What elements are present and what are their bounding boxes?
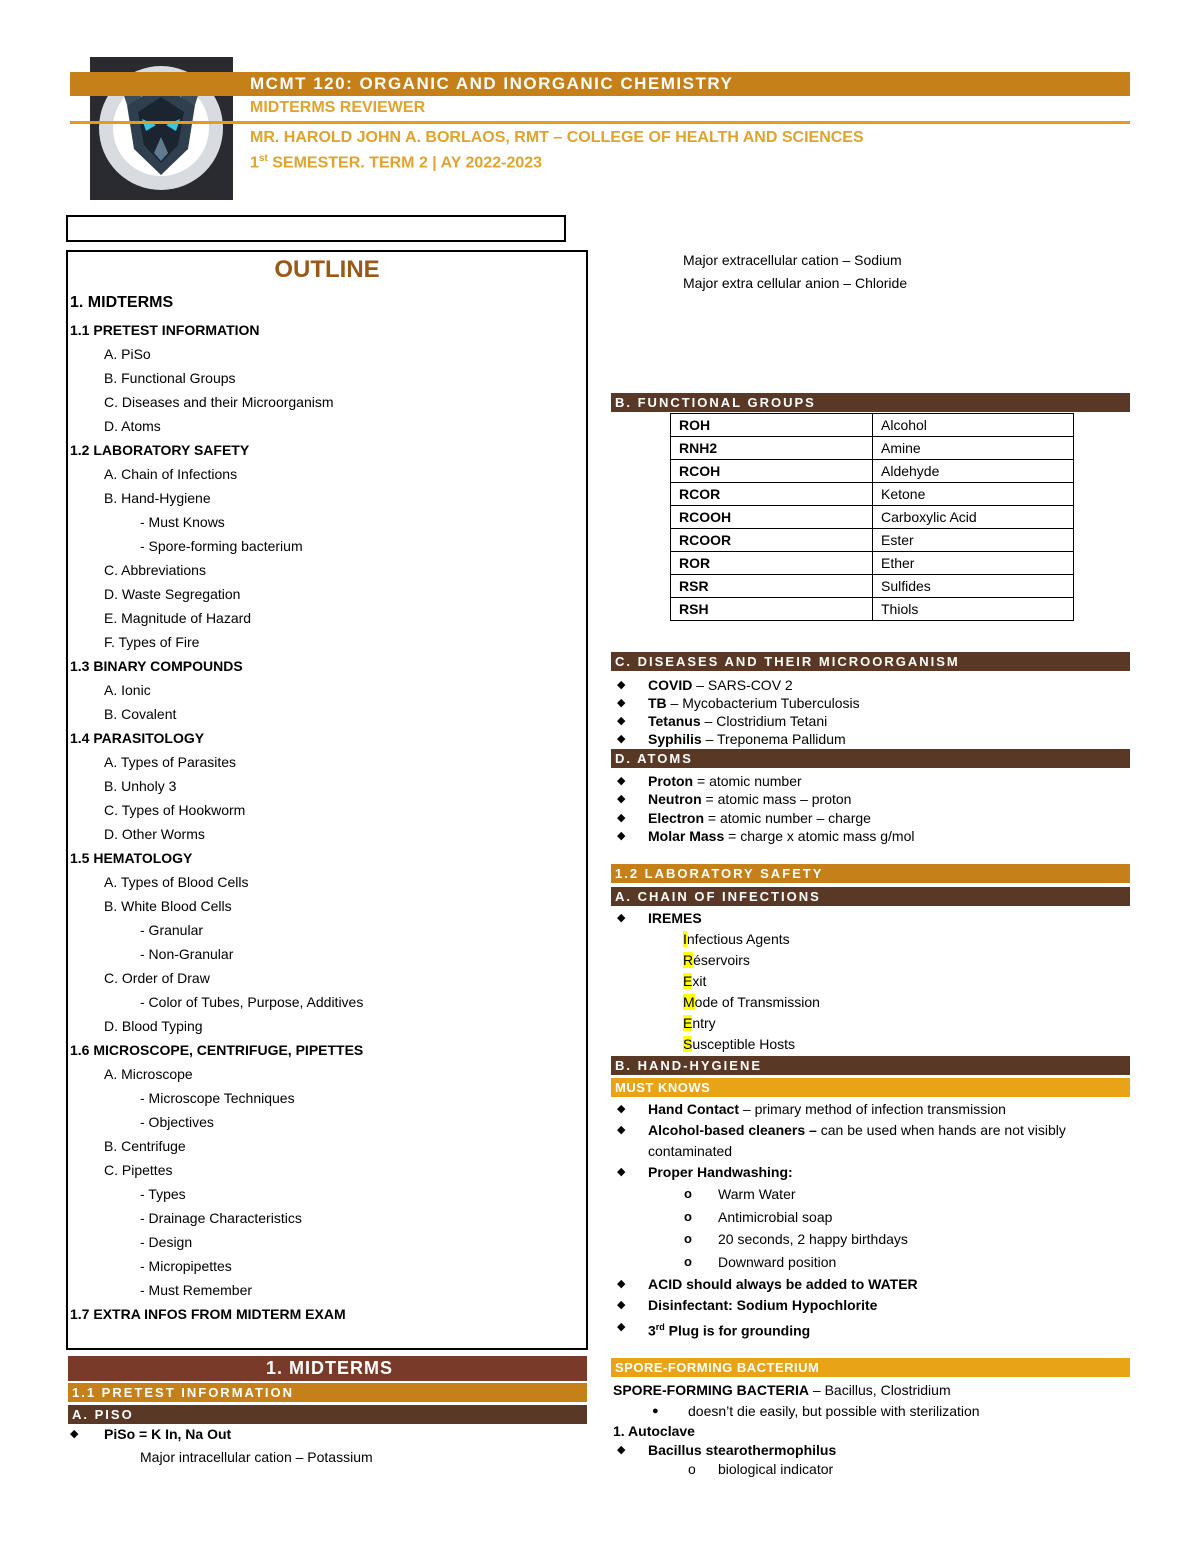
iremes-rest: xit <box>692 973 707 989</box>
extracellular-cation: Major extracellular cation – Sodium <box>683 252 902 268</box>
outline-item: C. Pipettes <box>104 1162 173 1178</box>
item-term: COVID <box>648 677 693 693</box>
outline-item: D. Atoms <box>104 418 161 434</box>
blank-field-box <box>66 215 566 242</box>
handwashing-item: Downward position <box>718 1253 837 1270</box>
iremes-item <box>683 972 706 990</box>
bullet-icon: ◆ <box>617 811 626 824</box>
spore-forming-bar: SPORE-FORMING BACTERIUM <box>611 1358 1130 1377</box>
o-bullet-icon: o <box>684 1253 692 1269</box>
list-item <box>648 809 871 827</box>
item-term: Molar Mass <box>648 827 725 844</box>
reviewer-subtitle: MIDTERMS REVIEWER <box>250 99 426 116</box>
table-row <box>671 506 1074 529</box>
item-desc: – Mycobacterium Tuberculosis <box>666 695 860 711</box>
formula-cell: ROR <box>671 552 873 575</box>
outline-main-heading: 1. MIDTERMS <box>70 294 174 311</box>
highlight-letter: R <box>683 952 694 968</box>
bullet-icon: ◆ <box>617 679 626 691</box>
table-row <box>671 529 1074 552</box>
name-cell: Amine <box>873 437 1074 460</box>
bullet-icon: ◆ <box>617 733 626 745</box>
alcohol-cleaners-cont: contaminated <box>648 1143 733 1159</box>
autoclave-heading: 1. Autoclave <box>613 1423 695 1439</box>
course-title: MCMT 120: ORGANIC AND INORGANIC CHEMISTRY <box>250 74 734 93</box>
item-term: Neutron <box>648 791 702 808</box>
outline-item: B. White Blood Cells <box>104 898 232 914</box>
outline-item: B. Functional Groups <box>104 370 236 386</box>
highlight-letter: E <box>683 1015 693 1031</box>
outline-title: OUTLINE <box>274 256 380 283</box>
bullet-icon: ◆ <box>617 1299 626 1311</box>
item-term: Tetanus <box>648 713 701 729</box>
list-item <box>648 772 802 790</box>
outline-item: D. Blood Typing <box>104 1018 203 1034</box>
highlight-letter: S <box>683 1036 693 1052</box>
iremes-rest: ntry <box>692 1015 716 1031</box>
iremes-rest: usceptible Hosts <box>692 1036 796 1052</box>
bullet-icon: ◆ <box>617 1278 626 1290</box>
formula-cell: RSR <box>671 575 873 598</box>
iremes-item <box>683 1014 716 1032</box>
handwashing-item: Antimicrobial soap <box>718 1208 833 1225</box>
iremes-rest: éservoirs <box>693 952 750 968</box>
outline-item: A. Types of Parasites <box>104 754 237 770</box>
proper-handwashing: Proper Handwashing: <box>648 1164 793 1180</box>
bullet-icon: ◆ <box>617 1166 626 1178</box>
item-desc: = charge x atomic mass g/mol <box>724 827 915 844</box>
handwashing-item: Warm Water <box>718 1186 796 1202</box>
item-desc: = atomic mass – proton <box>701 791 852 808</box>
formula-cell: ROH <box>671 414 873 437</box>
chain-of-infections-bar: A. CHAIN OF INFECTIONS <box>611 887 1130 906</box>
name-cell: Aldehyde <box>873 460 1074 483</box>
atoms-bar: D. ATOMS <box>611 749 1130 768</box>
pretest-bar: 1.1 PRETEST INFORMATION <box>68 1383 587 1402</box>
list-item <box>648 827 915 845</box>
iremes-rest: ode of Transmission <box>694 994 820 1010</box>
bullet-icon: ◆ <box>617 793 626 806</box>
outline-item: A. Ionic <box>104 682 151 698</box>
outline-item: C. Abbreviations <box>104 562 206 578</box>
header-divider <box>70 121 1130 124</box>
item-term: Proton <box>648 773 694 789</box>
item-term: Electron <box>648 809 705 826</box>
outline-item: 1.7 EXTRA INFOS FROM MIDTERM EXAM <box>70 1306 346 1322</box>
outline-item: - Must Knows <box>140 514 225 530</box>
outline-item: C. Types of Hookworm <box>104 802 246 818</box>
outline-item: C. Order of Draw <box>104 970 210 986</box>
highlight-letter: I <box>683 931 687 947</box>
bullet-icon: ◆ <box>617 715 626 727</box>
outline-item: - Non-Granular <box>140 946 234 962</box>
iremes-item <box>683 930 790 948</box>
list-item <box>648 730 846 748</box>
o-bullet-icon: o <box>688 1461 696 1477</box>
bullet-icon: ◆ <box>617 829 626 842</box>
bullet-icon: ◆ <box>617 912 626 924</box>
diseases-bar: C. DISEASES AND THEIR MICROORGANISM <box>611 652 1130 671</box>
spore-note: doesn’t die easily, but possible with sterilization <box>688 1403 980 1419</box>
formula-cell: RCOR <box>671 483 873 506</box>
outline-item: - Design <box>140 1234 193 1250</box>
outline-item: 1.6 MICROSCOPE, CENTRIFUGE, PIPETTES <box>70 1042 364 1058</box>
iremes-item <box>683 951 750 969</box>
outline-item: 1.1 PRETEST INFORMATION <box>70 322 260 338</box>
intracellular-cation: Major intracellular cation – Potassium <box>140 1449 373 1465</box>
formula-cell: RCOH <box>671 460 873 483</box>
must-knows-bar: MUST KNOWS <box>611 1078 1130 1097</box>
outline-item: B. Centrifuge <box>104 1138 186 1154</box>
formula-cell: RCOOR <box>671 529 873 552</box>
outline-item: A. PiSo <box>104 346 151 362</box>
iremes-item <box>683 1035 795 1053</box>
midterms-bar: 1. MIDTERMS <box>68 1356 587 1381</box>
o-bullet-icon: o <box>684 1208 692 1224</box>
outline-item: E. Magnitude of Hazard <box>104 610 252 626</box>
item-term: TB <box>648 695 667 711</box>
bullet-icon: ◆ <box>617 775 626 787</box>
spore-forming-bacteria: SPORE-FORMING BACTERIA – Bacillus, Clostridium <box>613 1382 951 1398</box>
name-cell: Carboxylic Acid <box>873 506 1074 529</box>
bacillus-item: Bacillus stearothermophilus <box>648 1442 837 1458</box>
term-line: 1st SEMESTER. TERM 2 | AY 2022-2023 <box>250 153 543 172</box>
outline-item: B. Unholy 3 <box>104 778 177 794</box>
item-desc: – SARS-COV 2 <box>692 677 793 693</box>
acid-rule: ACID should always be added to WATER <box>648 1276 918 1292</box>
iremes-heading: IREMES <box>648 910 702 926</box>
outline-item: - Objectives <box>140 1114 214 1130</box>
name-cell: Ketone <box>873 483 1074 506</box>
bullet-icon: ◆ <box>617 1124 626 1136</box>
outline-item: A. Types of Blood Cells <box>104 874 249 890</box>
outline-item: 1.4 PARASITOLOGY <box>70 730 205 746</box>
formula-cell: RSH <box>671 598 873 621</box>
alcohol-cleaners-item: Alcohol-based cleaners – can be used when hands are not visibly <box>648 1122 1066 1138</box>
table-row <box>671 437 1074 460</box>
outline-item: D. Other Worms <box>104 826 205 842</box>
disinfectant-rule: Disinfectant: Sodium Hypochlorite <box>648 1297 878 1313</box>
outline-item: B. Covalent <box>104 706 177 722</box>
plug-rule: 3rd Plug is for grounding <box>648 1322 811 1339</box>
outline-item: - Granular <box>140 922 204 938</box>
o-bullet-icon: o <box>684 1186 692 1201</box>
outline-item: D. Waste Segregation <box>104 586 241 602</box>
formula-cell: RNH2 <box>671 437 873 460</box>
bullet-icon: ◆ <box>617 1444 626 1456</box>
name-cell: Thiols <box>873 598 1074 621</box>
bullet-icon: ◆ <box>70 1428 79 1440</box>
bullet-icon: ◆ <box>617 1321 626 1333</box>
item-desc: = atomic number <box>693 773 802 789</box>
biological-indicator: biological indicator <box>718 1461 834 1477</box>
hand-hygiene-bar: B. HAND-HYGIENE <box>611 1056 1130 1075</box>
table-row <box>671 483 1074 506</box>
bullet-icon: ◆ <box>617 1103 626 1115</box>
bullet-icon: ● <box>652 1405 659 1417</box>
item-desc: – Clostridium Tetani <box>700 713 828 729</box>
outline-item: - Types <box>140 1186 186 1202</box>
outline-item: - Microscope Techniques <box>140 1090 295 1106</box>
list-item <box>648 694 860 712</box>
outline-item: - Must Remember <box>140 1282 253 1298</box>
item-desc: – Treponema Pallidum <box>701 731 846 747</box>
name-cell: Ester <box>873 529 1074 552</box>
piso-bar: A. PISO <box>68 1405 587 1424</box>
outline-item: 1.2 LABORATORY SAFETY <box>70 442 250 458</box>
extracellular-anion: Major extra cellular anion – Chloride <box>683 275 908 291</box>
formula-cell: RCOOH <box>671 506 873 529</box>
name-cell: Alcohol <box>873 414 1074 437</box>
instructor-line: MR. HAROLD JOHN A. BORLAOS, RMT – COLLEGE OF HEALTH AND SCIENCES <box>250 129 864 146</box>
bullet-icon: ◆ <box>617 697 626 709</box>
outline-item: C. Diseases and their Microorganism <box>104 394 334 410</box>
outline-item: 1.3 BINARY COMPOUNDS <box>70 658 243 674</box>
outline-item: B. Hand-Hygiene <box>104 490 211 506</box>
o-bullet-icon: o <box>684 1231 692 1246</box>
highlight-letter: E <box>683 973 693 989</box>
outline-item: - Micropipettes <box>140 1258 232 1274</box>
list-item <box>648 712 827 730</box>
lab-safety-bar: 1.2 LABORATORY SAFETY <box>611 864 1130 883</box>
name-cell: Ether <box>873 552 1074 575</box>
piso-bullet: PiSo = K In, Na Out <box>104 1426 232 1442</box>
outline-item: - Spore-forming bacterium <box>140 538 303 554</box>
table-row <box>671 575 1074 598</box>
functional-groups-table <box>670 413 1074 621</box>
table-row <box>671 414 1074 437</box>
table-row <box>671 552 1074 575</box>
iremes-item <box>683 993 820 1011</box>
handwashing-item: 20 seconds, 2 happy birthdays <box>718 1231 908 1247</box>
table-row <box>671 598 1074 621</box>
outline-item: F. Types of Fire <box>104 634 200 650</box>
table-row <box>671 460 1074 483</box>
item-desc: = atomic number – charge <box>704 809 871 826</box>
outline-item: - Color of Tubes, Purpose, Additives <box>140 994 364 1010</box>
iremes-rest: nfectious Agents <box>686 931 790 947</box>
item-term: Syphilis <box>648 731 702 747</box>
outline-item: 1.5 HEMATOLOGY <box>70 850 193 866</box>
outline-item: A. Microscope <box>104 1066 193 1082</box>
outline-box <box>66 250 588 1350</box>
highlight-letter: M <box>683 994 695 1010</box>
outline-item: A. Chain of Infections <box>104 466 238 482</box>
hand-contact-item: Hand Contact – primary method of infection transmission <box>648 1101 1006 1117</box>
list-item <box>648 790 851 808</box>
functional-groups-bar: B. FUNCTIONAL GROUPS <box>611 393 1130 412</box>
name-cell: Sulfides <box>873 575 1074 598</box>
outline-item: - Drainage Characteristics <box>140 1210 302 1226</box>
list-item <box>648 676 793 694</box>
